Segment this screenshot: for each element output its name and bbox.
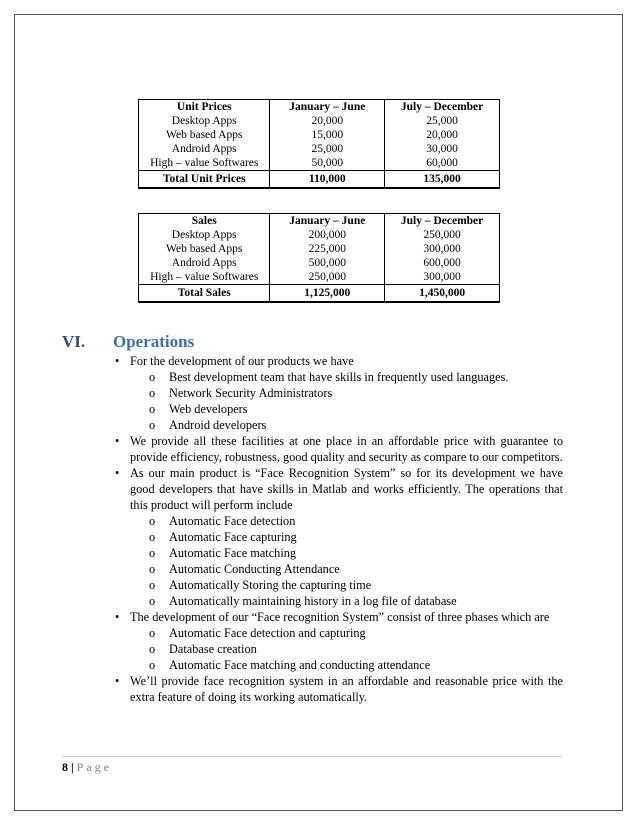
table-row xyxy=(139,256,500,270)
bullet-item xyxy=(113,465,563,513)
table-cell: July – December xyxy=(385,100,500,115)
table-cell: 250,000 xyxy=(270,270,385,285)
table-cell: 30,000 xyxy=(385,142,500,156)
table-cell: 15,000 xyxy=(270,128,385,142)
sub-bullet-text: Automatic Conducting Attendance xyxy=(169,562,340,576)
bullet-item xyxy=(113,353,563,369)
table-cell: 25,000 xyxy=(270,142,385,156)
table-cell: Unit Prices xyxy=(139,100,270,115)
table-cell: Android Apps xyxy=(139,256,270,270)
table-cell: 135,000 xyxy=(385,171,500,189)
bullet-icon: • xyxy=(115,354,120,368)
sub-bullet-icon: o xyxy=(149,562,156,576)
table-cell: High – value Softwares xyxy=(139,156,270,171)
table-total-row xyxy=(139,171,500,189)
bullet-icon: • xyxy=(115,466,120,480)
sub-bullet-icon: o xyxy=(149,418,156,432)
bullet-text: We’ll provide face recognition system in an affordable and reasonable price with the extra feature of doing its working automatically. xyxy=(130,674,563,704)
sub-bullet-text: Database creation xyxy=(169,642,257,656)
table-cell: High – value Softwares xyxy=(139,270,270,285)
table-cell: 20,000 xyxy=(385,128,500,142)
bullet-item xyxy=(113,609,563,625)
sub-bullet-item xyxy=(113,513,563,529)
sub-bullet-icon: o xyxy=(149,514,156,528)
table-cell: 50,000 xyxy=(270,156,385,171)
table-row xyxy=(139,156,500,171)
sub-bullet-icon: o xyxy=(149,642,156,656)
bullet-text: We provide all these facilities at one place in an affordable price with guarantee to provide efficiency, robustness, good quality and security as compare to our competitors. xyxy=(130,434,563,464)
sub-bullet-icon: o xyxy=(149,370,156,384)
table-cell: 500,000 xyxy=(270,256,385,270)
operations-list xyxy=(113,353,563,705)
table-cell: Total Unit Prices xyxy=(139,171,270,189)
bullet-icon: • xyxy=(115,674,120,688)
sub-bullet-text: Automatic Face detection xyxy=(169,514,296,528)
sub-bullet-item xyxy=(113,641,563,657)
table-cell: Android Apps xyxy=(139,142,270,156)
unit-prices-table xyxy=(138,99,500,189)
table-cell: 300,000 xyxy=(385,242,500,256)
sub-bullet-item xyxy=(113,529,563,545)
table-row xyxy=(139,142,500,156)
table-cell: 200,000 xyxy=(270,228,385,242)
footer-divider xyxy=(62,756,562,757)
table-row xyxy=(139,228,500,242)
section-number: VI. xyxy=(62,332,86,351)
sub-bullet-item xyxy=(113,417,563,433)
table-cell: Web based Apps xyxy=(139,128,270,142)
sales-table xyxy=(138,213,500,303)
sub-bullet-icon: o xyxy=(149,530,156,544)
sub-bullet-text: Automatic Face detection and capturing xyxy=(169,626,366,640)
table-cell: Desktop Apps xyxy=(139,114,270,128)
sub-bullet-icon: o xyxy=(149,578,156,592)
sub-bullet-text: Automatic Face matching and conducting attendance xyxy=(169,658,431,672)
sub-bullet-item xyxy=(113,369,563,385)
sub-bullet-icon: o xyxy=(149,386,156,400)
bullet-text: The development of our “Face recognition System” consist of three phases which are xyxy=(130,610,550,624)
page-label: Page xyxy=(76,760,112,774)
sub-bullet-item xyxy=(113,545,563,561)
table-cell: 60,000 xyxy=(385,156,500,171)
table-row xyxy=(139,270,500,285)
page-footer xyxy=(62,760,112,775)
table-cell: January – June xyxy=(270,214,385,229)
footer-separator: | xyxy=(68,760,77,774)
bullet-text: For the development of our products we have xyxy=(130,354,354,368)
sub-bullet-text: Network Security Administrators xyxy=(169,386,333,400)
sub-bullet-text: Web developers xyxy=(169,402,248,416)
sub-bullet-text: Automatic Face capturing xyxy=(169,530,297,544)
bullet-icon: • xyxy=(115,610,120,624)
sub-bullet-text: Best development team that have skills in frequently used languages. xyxy=(169,370,509,384)
table-cell: 225,000 xyxy=(270,242,385,256)
table-cell: Web based Apps xyxy=(139,242,270,256)
sub-bullet-item xyxy=(113,561,563,577)
sub-bullet-item xyxy=(113,593,563,609)
table-cell: 600,000 xyxy=(385,256,500,270)
sub-bullet-icon: o xyxy=(149,594,156,608)
table-cell: 300,000 xyxy=(385,270,500,285)
sub-bullet-item xyxy=(113,385,563,401)
table-header-row xyxy=(139,100,500,115)
bullet-icon: • xyxy=(115,434,120,448)
table-row xyxy=(139,242,500,256)
sub-bullet-icon: o xyxy=(149,546,156,560)
table-header-row xyxy=(139,214,500,229)
table-cell: 20,000 xyxy=(270,114,385,128)
bullet-text: As our main product is “Face Recognition System” so for its development we have good developers that have skills in Matlab and works efficiently. The operations that this product will perform include xyxy=(130,466,563,512)
bullet-item xyxy=(113,433,563,465)
page-number: 8 xyxy=(62,760,68,774)
table-cell: 25,000 xyxy=(385,114,500,128)
sub-bullet-icon: o xyxy=(149,626,156,640)
table-cell: July – December xyxy=(385,214,500,229)
sub-bullet-item xyxy=(113,401,563,417)
section-title: Operations xyxy=(113,332,195,351)
table-cell: 1,125,000 xyxy=(270,285,385,303)
table-row xyxy=(139,114,500,128)
table-total-row xyxy=(139,285,500,303)
table-cell: 1,450,000 xyxy=(385,285,500,303)
table-cell: Desktop Apps xyxy=(139,228,270,242)
sub-bullet-item xyxy=(113,577,563,593)
table-cell: Total Sales xyxy=(139,285,270,303)
table-cell: Sales xyxy=(139,214,270,229)
bullet-item xyxy=(113,673,563,705)
sub-bullet-icon: o xyxy=(149,402,156,416)
table-cell: 250,000 xyxy=(385,228,500,242)
sub-bullet-text: Automatic Face matching xyxy=(169,546,297,560)
sub-bullet-text: Automatically maintaining history in a log file of database xyxy=(169,594,457,608)
sub-bullet-item xyxy=(113,625,563,641)
sub-bullet-item xyxy=(113,657,563,673)
sub-bullet-icon: o xyxy=(149,658,156,672)
sub-bullet-text: Android developers xyxy=(169,418,267,432)
table-cell: January – June xyxy=(270,100,385,115)
sub-bullet-text: Automatically Storing the capturing time xyxy=(169,578,372,592)
table-row xyxy=(139,128,500,142)
table-cell: 110,000 xyxy=(270,171,385,189)
